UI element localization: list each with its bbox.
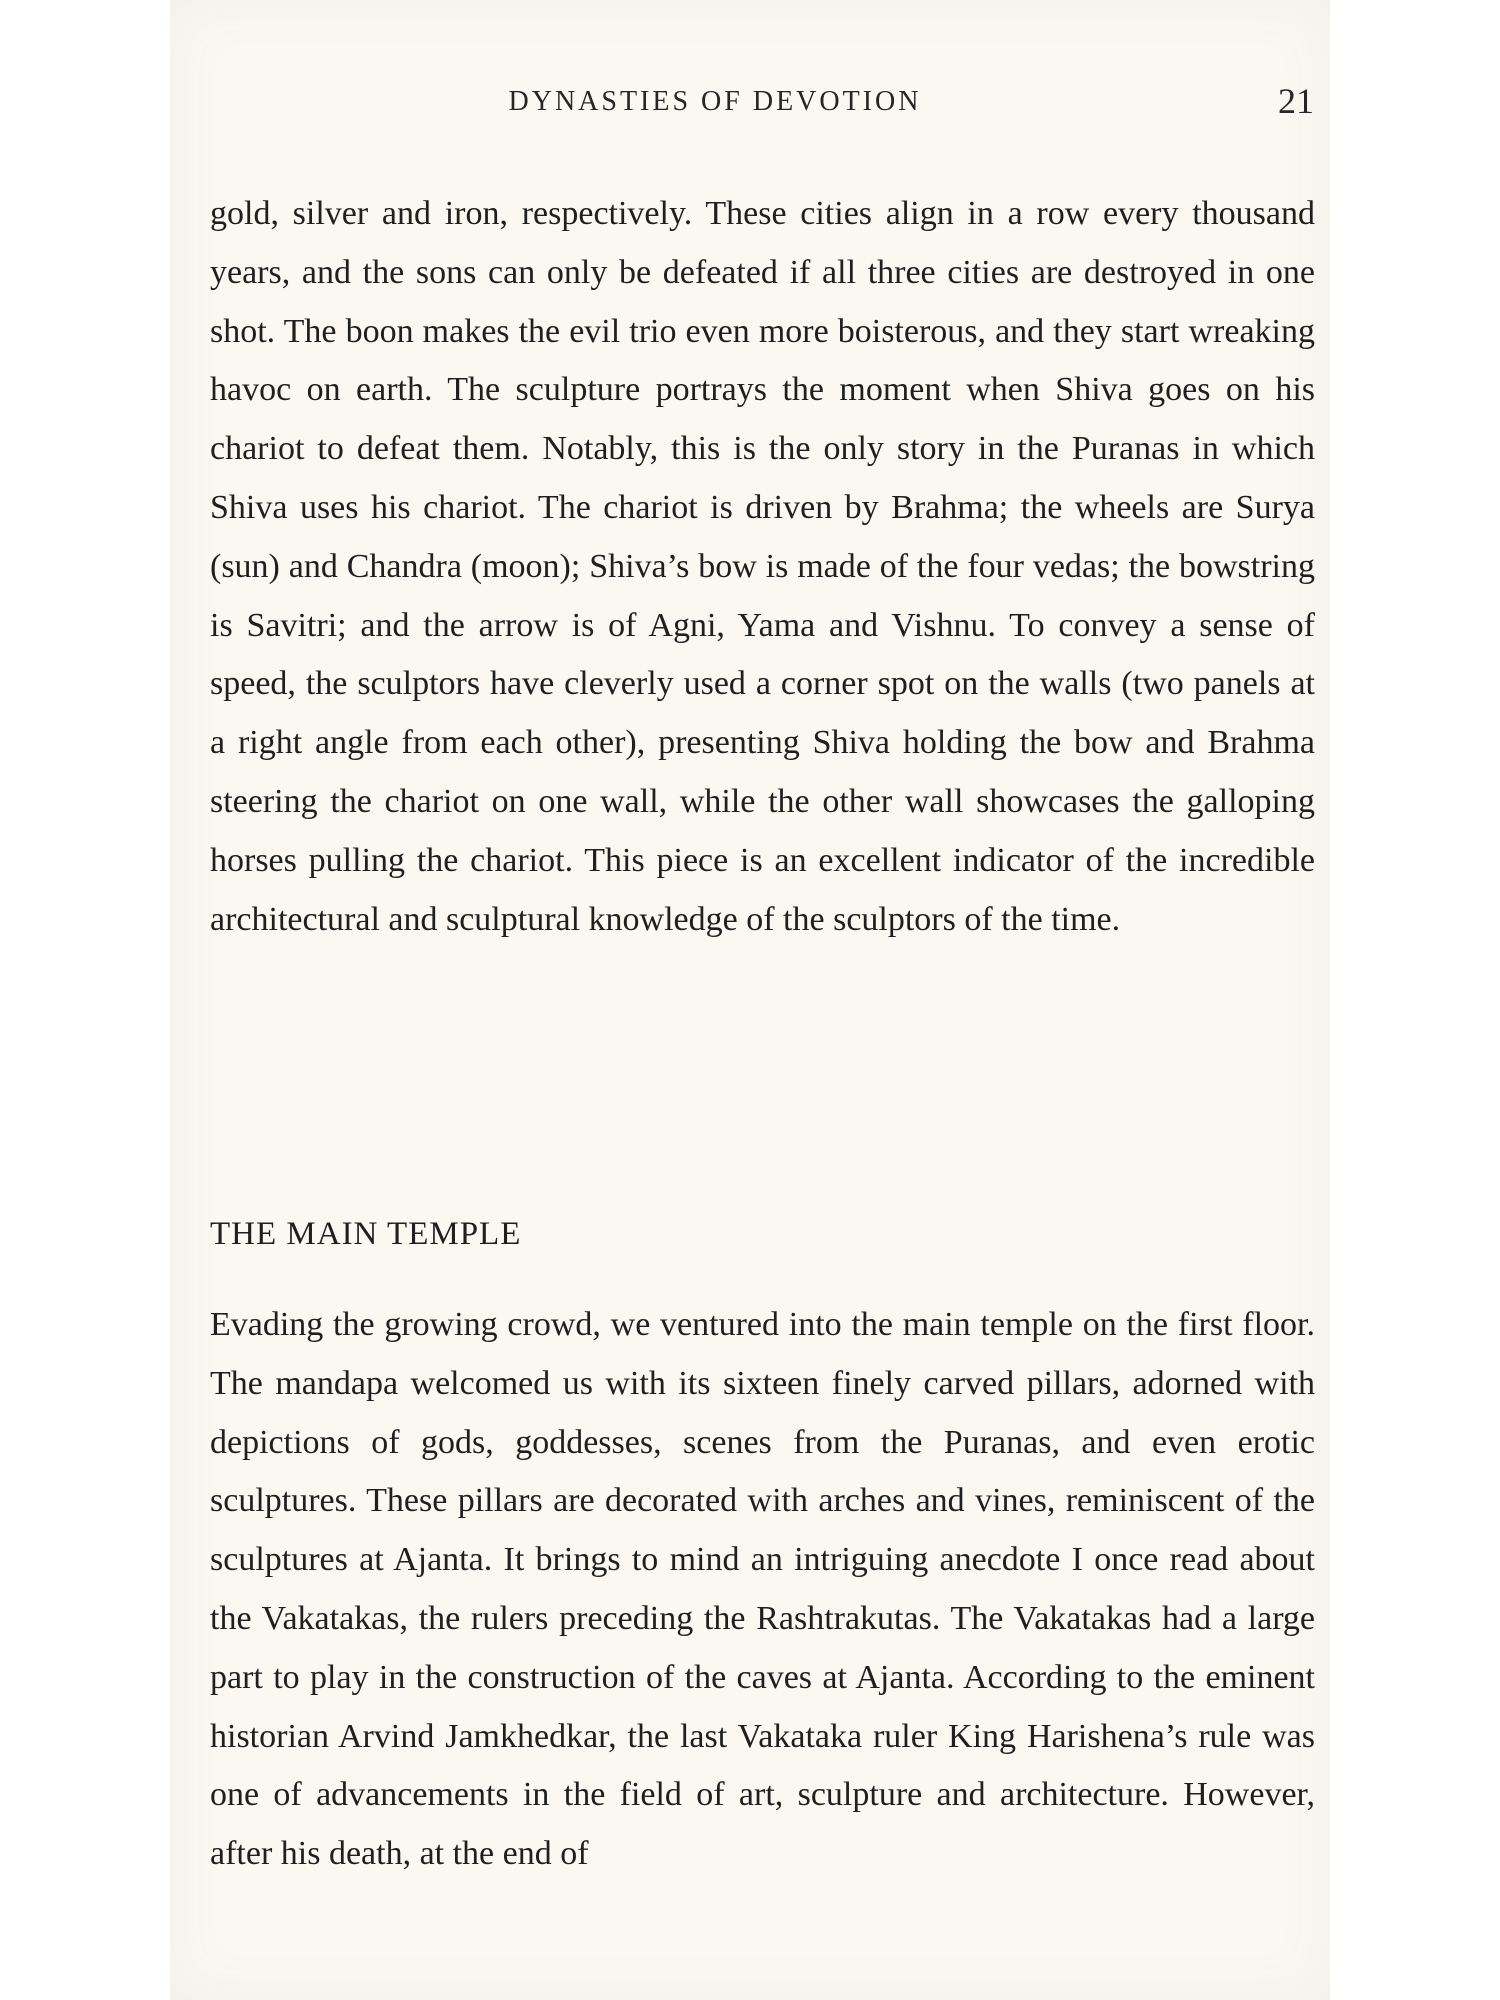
book-page xyxy=(170,0,1330,2000)
page-number: 21 xyxy=(1278,81,1314,121)
running-title: DYNASTIES OF DEVOTION xyxy=(508,86,922,117)
running-head xyxy=(170,80,1330,130)
section-heading: THE MAIN TEMPLE xyxy=(210,1216,522,1252)
paragraph-main-temple: Evading the growing crowd, we ventured into the main temple on the first floor. The mandapa welcomed us with its sixteen finely carved pillars, adorned with depictions of gods, goddesses, scenes from the Puranas, and even erotic sculptures. These pillars are decorated with arches and vines, reminiscent of the sculptures at Ajanta. It brings to mind an intriguing anecdote I once read about the Vakatakas, the rulers preceding the Rashtrakutas. The Vakatakas had a large part to play in the construction of the caves at Ajanta. According to the eminent historian Arvind Jamkhedkar, the last Vakataka ruler King Harishena’s rule was one of advancements in the field of art, sculpture and architecture. However, after his death, at the end of xyxy=(210,1306,1315,1873)
paragraph-chariot-sculpture: gold, silver and iron, respectively. These cities align in a row every thousand years, and the sons can only be defeated if all three cities are destroyed in one shot. The boon makes the evil trio even more boisterous, and they start wreaking havoc on earth. The sculpture portrays the moment when Shiva goes on his chariot to defeat them. Notably, this is the only story in the Puranas in which Shiva uses his chariot. The chariot is driven by Brahma; the wheels are Surya (sun) and Chandra (moon); Shiva’s bow is made of the four vedas; the bowstring is Savitri; and the arrow is of Agni, Yama and Vishnu. To convey a sense of speed, the sculptors have cleverly used a corner spot on the walls (two panels at a right angle from each other), presenting Shiva holding the bow and Brahma steering the chariot on one wall, while the other wall showcases the galloping horses pulling the chariot. This piece is an excellent indicator of the incredible architectural and sculptural knowledge of the sculptors of the time. xyxy=(210,195,1315,938)
